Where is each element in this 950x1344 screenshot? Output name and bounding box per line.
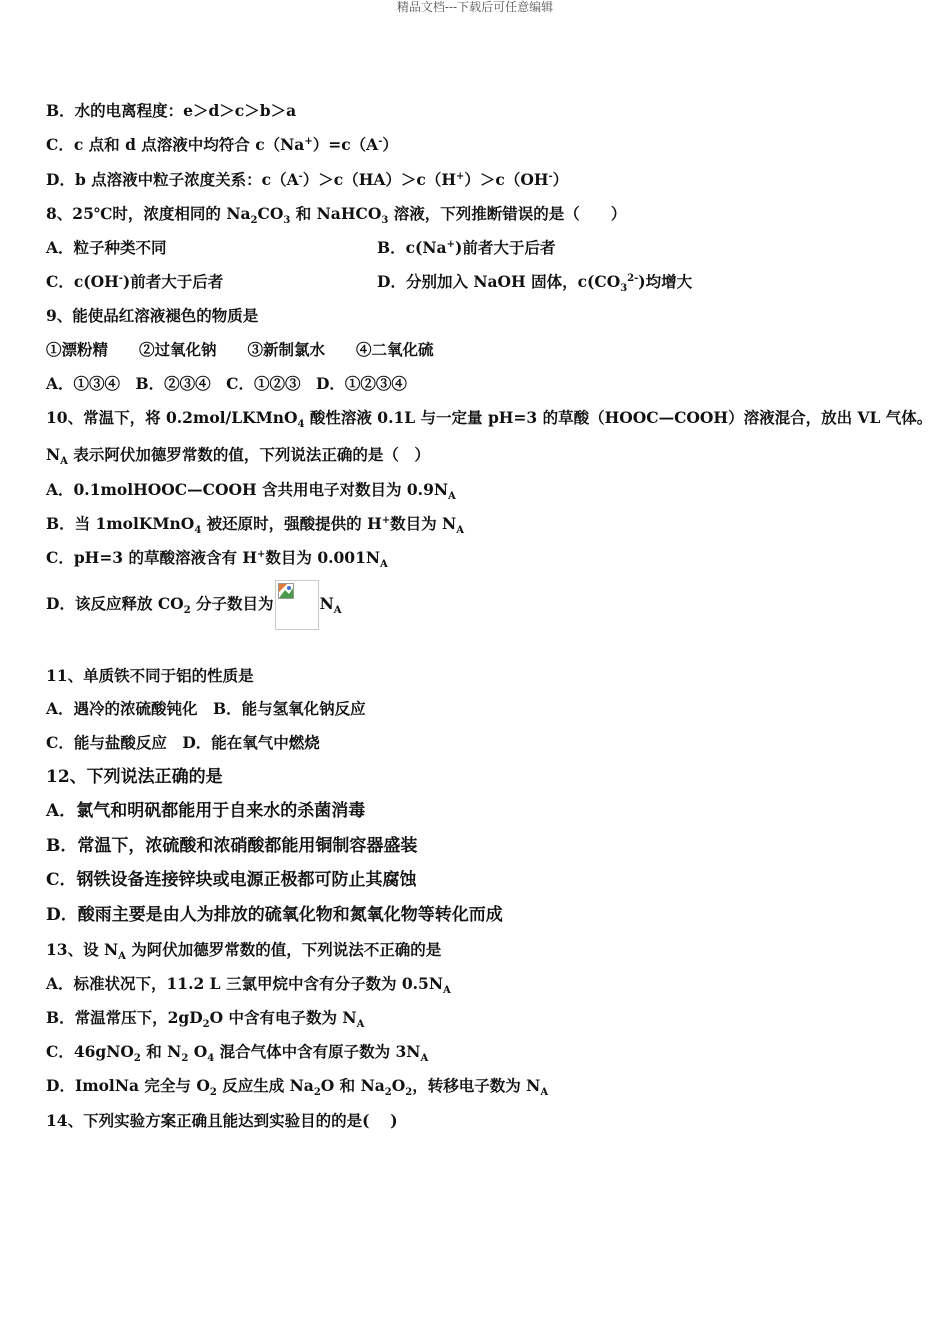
q10-option-b: B．当 1molKMnO$_4$ 被还原时，强酸提供的 H+数目为 $N_A$	[46, 514, 464, 537]
q14-stem: 14、下列实验方案正确且能达到实验目的的是( )	[46, 1111, 398, 1130]
q13-option-a: A．标准状况下，11.2 L 三氯甲烷中含有分子数为 $0.5N_A$	[46, 974, 451, 997]
q8-option-c: C．c(OH-)前者大于后者	[46, 272, 224, 291]
q10-option-a: A．0.1molHOOC—COOH 含共用电子对数目为 $0.9N_A$	[46, 480, 456, 503]
q7-option-c: C．c 点和 d 点溶液中均符合 c（Na+）=c（A-）	[46, 135, 398, 154]
q10-option-d: D．该反应释放 $CO_2$ 分子数目为 $N_A$	[46, 580, 342, 630]
q8-option-d: D．分别加入 NaOH 固体，$c(CO_3^{2-})$均增大	[377, 272, 693, 295]
q9-options: A．①③④ B．②③④ C．①②③ D．①②③④	[46, 374, 407, 393]
page-header: 精品文档---下载后可任意编辑	[396, 0, 554, 14]
q13-option-c: C．46gNO$_2$ 和 $N_2$ $O_4$ 混合气体中含有原子数为 $3N_A$	[46, 1042, 429, 1065]
q8-option-b: B．c(Na+)前者大于后者	[377, 238, 556, 257]
q7-option-b: B．水的电离程度：e＞d＞c＞b＞a	[46, 101, 297, 120]
q11-options-cd: C．能与盐酸反应 D．能在氧气中燃烧	[46, 733, 320, 752]
q10-option-c: C．pH=3 的草酸溶液含有 H+数目为 $0.001N_A$	[46, 548, 388, 571]
q12-option-d: D．酸雨主要是由人为排放的硫氧化物和氮氧化物等转化而成	[46, 905, 503, 925]
broken-image-icon	[275, 580, 319, 630]
q11-options-ab: A．遇冷的浓硫酸钝化 B．能与氢氧化钠反应	[46, 699, 366, 718]
q8-options-cd	[46, 272, 906, 295]
q9-items: ①漂粉精 ②过氧化钠 ③新制氯水 ④二氧化硫	[46, 340, 434, 359]
q12-option-c: C．钢铁设备连接锌块或电源正极都可防止其腐蚀	[46, 870, 417, 890]
q13-stem: 13、设 $N_A$ 为阿伏加德罗常数的值，下列说法不正确的是	[46, 940, 442, 963]
q8-option-a: A．粒子种类不同	[46, 238, 167, 257]
q9-stem: 9、能使品红溶液褪色的物质是	[46, 306, 259, 325]
q12-stem: 12、下列说法正确的是	[46, 767, 223, 787]
q8-stem: 8、25℃时，浓度相同的 $Na_2CO_3$ 和 NaHCO$_3$ 溶液，下列推断错误的是（ ）	[46, 204, 627, 227]
q7-option-d: D．b 点溶液中粒子浓度关系：c（A-）＞c（HA）＞c（H+）＞c（OH-）	[46, 170, 569, 189]
q12-option-a: A．氯气和明矾都能用于自来水的杀菌消毒	[46, 801, 366, 821]
q13-option-b: B．常温常压下，$2gD_2O$ 中含有电子数为 $N_A$	[46, 1008, 365, 1031]
q12-option-b: B．常温下，浓硫酸和浓硝酸都能用铜制容器盛装	[46, 836, 418, 856]
q11-stem: 11、单质铁不同于铝的性质是	[46, 666, 254, 685]
q10-stem-line2: $N_A$ 表示阿伏加德罗常数的值，下列说法正确的是（ ）	[46, 445, 430, 468]
q10-stem-line1: 10、常温下，将 0.2mol/LKMnO$_4$ 酸性溶液 0.1L 与一定量 pH=3 的草酸（HOOC—COOH）溶液混合，放出 VL 气体。	[46, 408, 933, 431]
q8-options-ab	[46, 238, 906, 258]
q13-option-d: D．ImolNa 完全与 $O_2$ 反应生成 $Na_2O$ 和 $Na_2O_2$，转移电子数为 $N_A$	[46, 1076, 549, 1099]
